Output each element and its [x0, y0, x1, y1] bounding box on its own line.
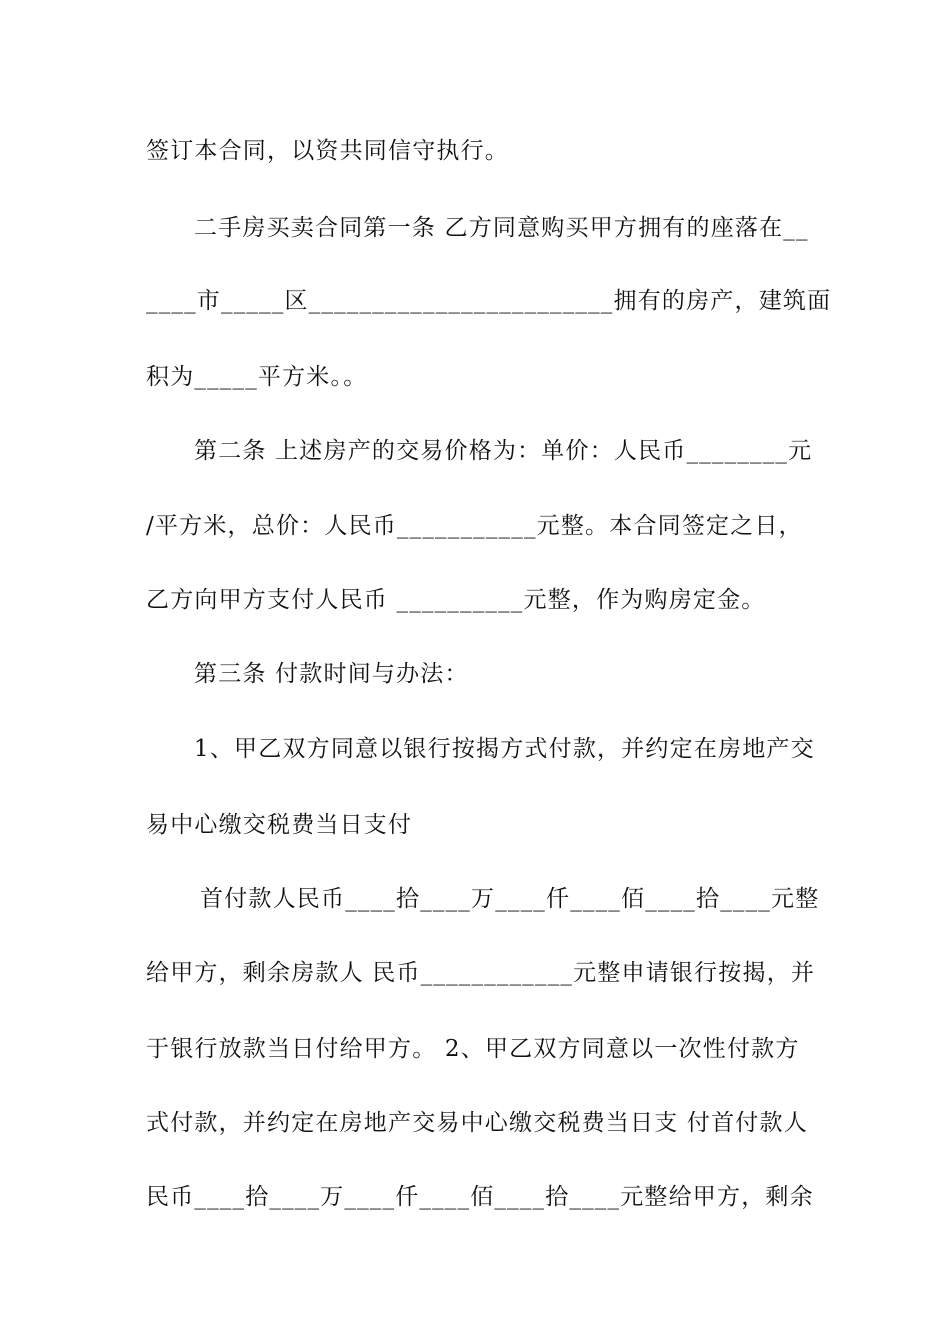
text-line-6: /平方米，总价：人民币___________元整。本合同签定之日，: [146, 513, 803, 539]
text-line-14: 式付款，并约定在房地产交易中心缴交税费当日支 付首付款人: [146, 1110, 808, 1136]
text-line-11: 首付款人民币____拾____万____仟____佰____拾____元整: [200, 886, 820, 912]
text-line-9: 1、甲乙双方同意以银行按揭方式付款，并约定在房地产交: [194, 736, 815, 762]
text-line-15: 民币____拾____万____仟____佰____拾____元整给甲方，剩余: [146, 1184, 814, 1210]
text-line-1: 签订本合同，以资共同信守执行。: [146, 138, 509, 164]
text-line-4: 积为_____平方米。。: [146, 364, 368, 390]
text-line-3: ____市_____区________________________拥有的房产，建筑面: [146, 288, 832, 314]
text-line-5: 第二条 上述房产的交易价格为：单价：人民币________元: [194, 438, 813, 464]
text-line-12: 给甲方，剩余房款人 民币____________元整申请银行按揭，并: [146, 960, 816, 986]
text-line-8: 第三条 付款时间与办法：: [194, 661, 469, 687]
text-line-7: 乙方向甲方支付人民币 __________元整，作为购房定金。: [146, 587, 766, 613]
text-line-10: 易中心缴交税费当日支付: [146, 812, 413, 838]
text-line-2: 二手房买卖合同第一条 乙方同意购买甲方拥有的座落在__: [194, 215, 809, 241]
text-line-13: 于银行放款当日付给甲方。 2、甲乙双方同意以一次性付款方: [146, 1036, 800, 1062]
